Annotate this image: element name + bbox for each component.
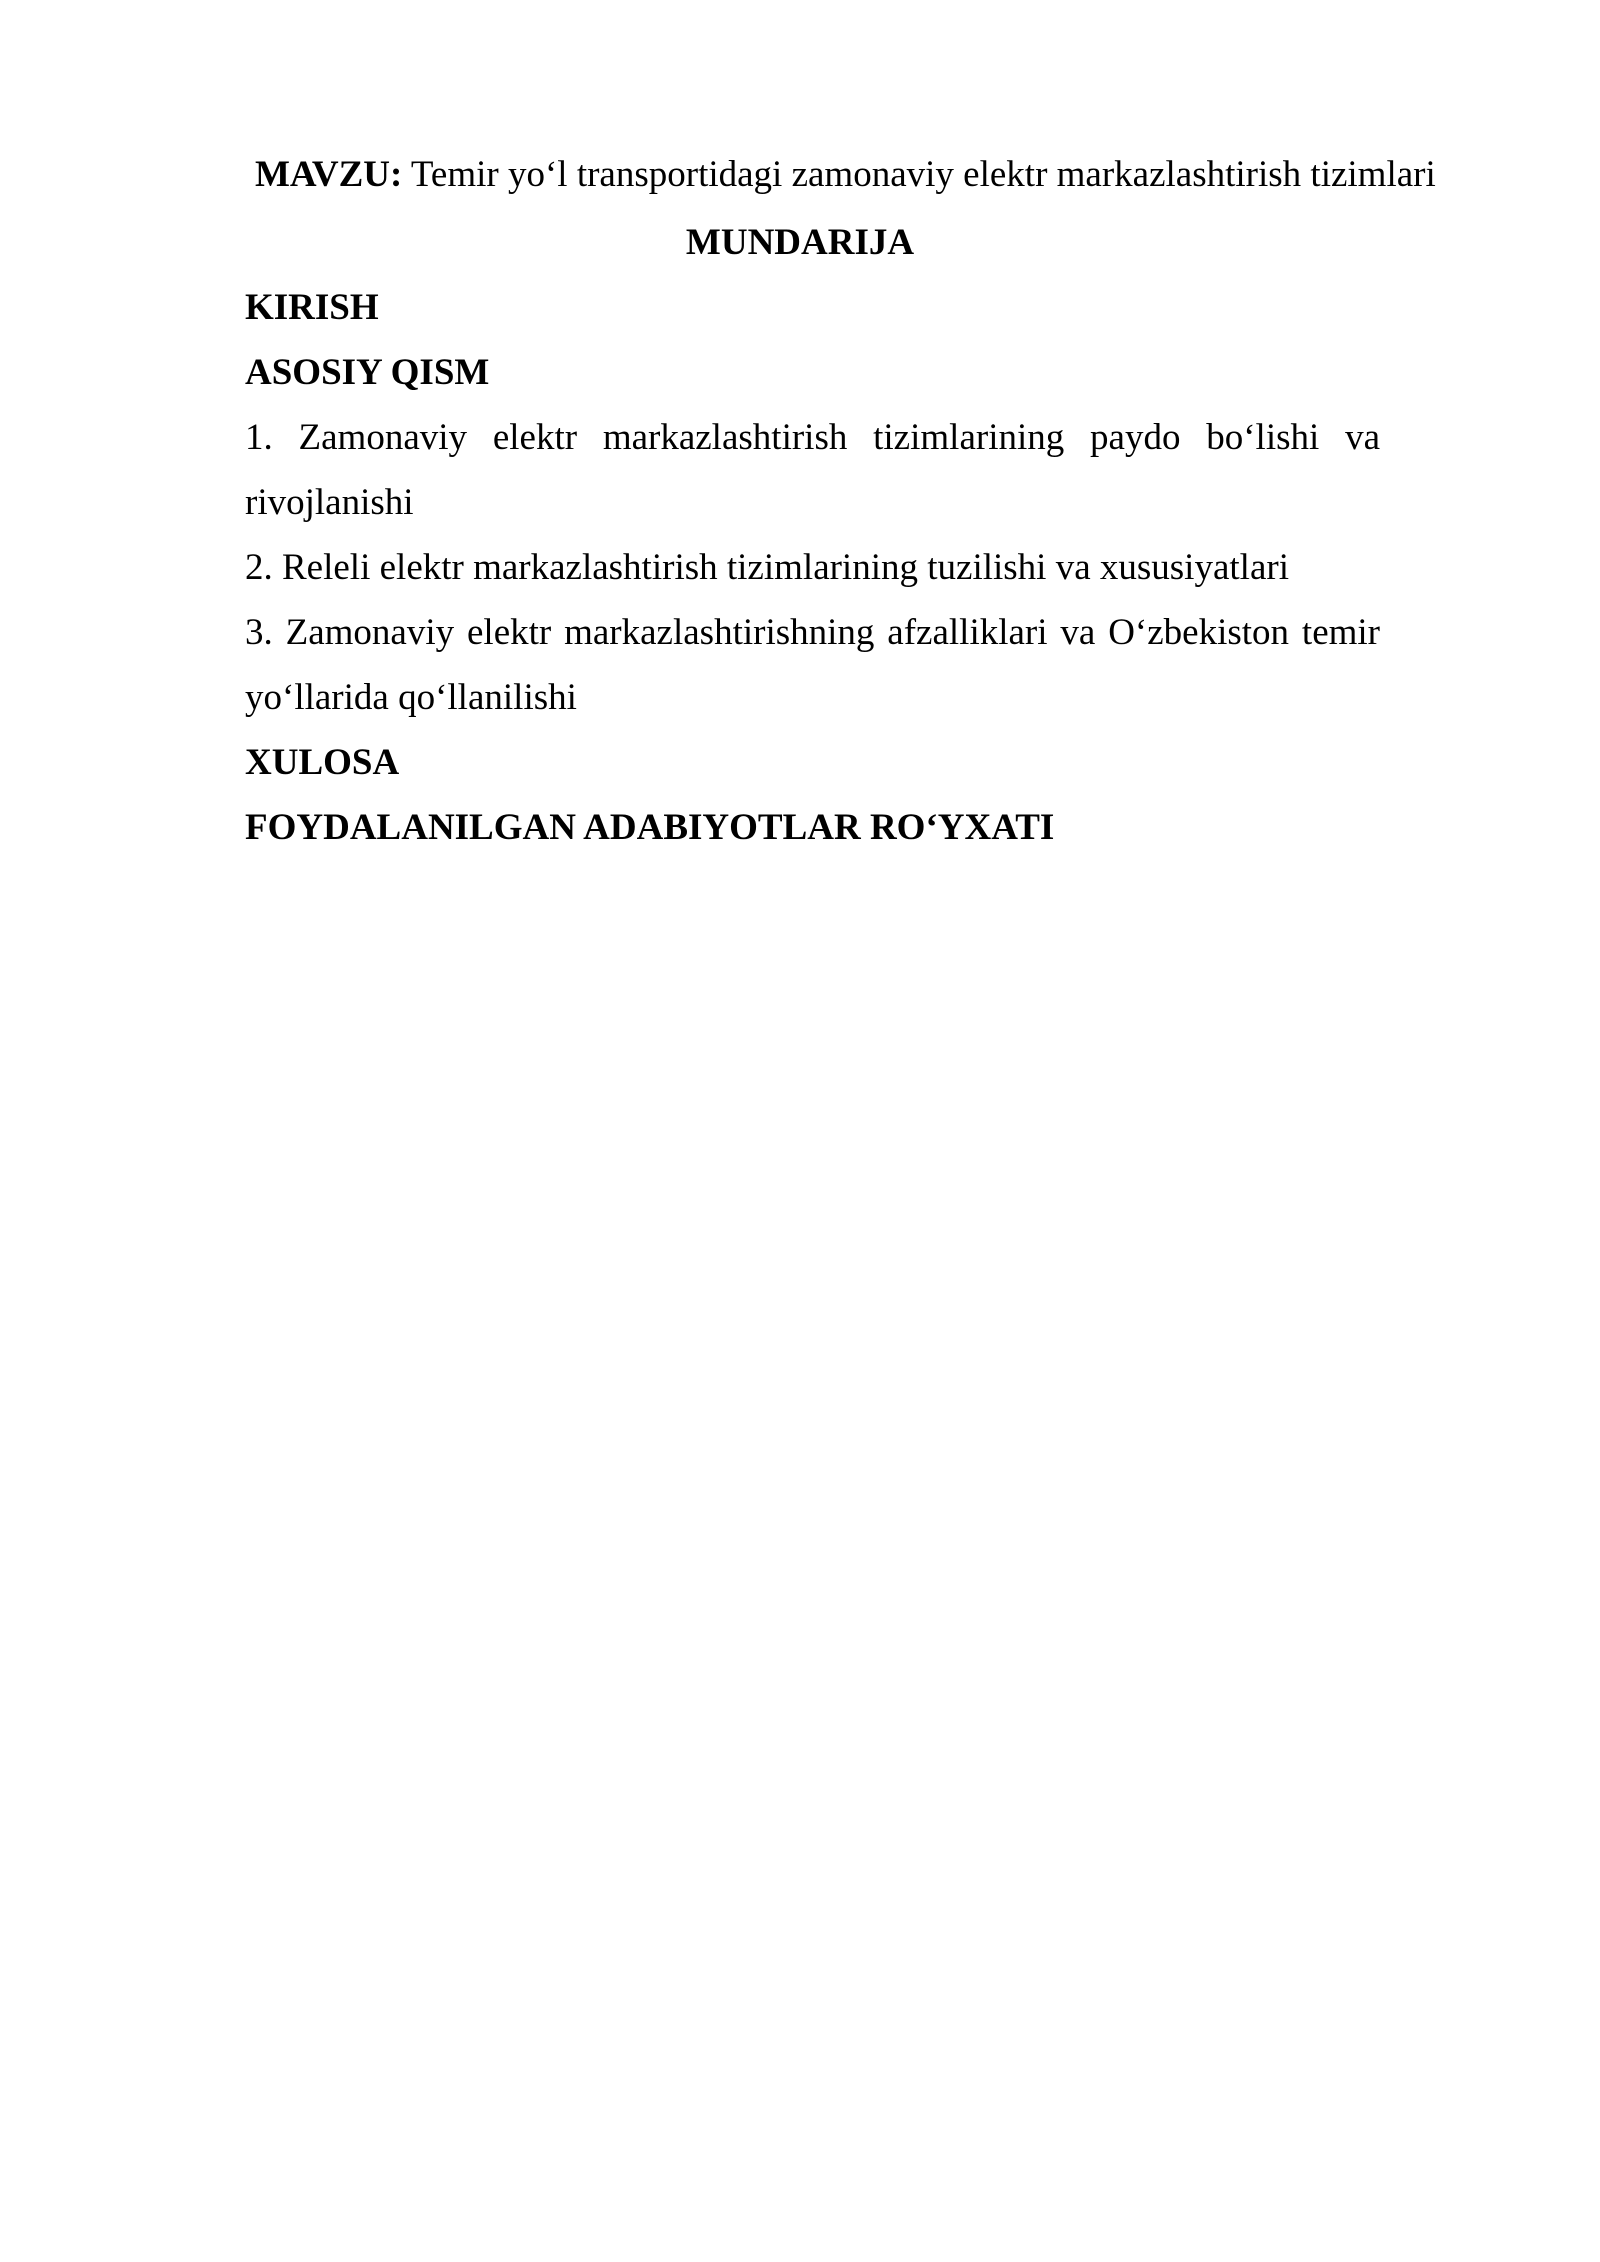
toc-title: MUNDARIJA — [685, 222, 915, 263]
topic-line — [255, 145, 1555, 205]
toc-entry-conclusion: XULOSA — [245, 742, 400, 783]
toc-entry-main-part: ASOSIY QISM — [245, 352, 490, 393]
toc-list — [245, 275, 1380, 860]
topic-label: MAVZU: — [255, 154, 403, 195]
toc-entry-section-1: 1. Zamonaviy elektr markazlashtirish tizimlarining paydo bo‘lishi va rivojlanishi — [245, 417, 1380, 523]
toc-entry-section-3: 3. Zamonaviy elektr markazlashtirishning afzalliklari va O‘zbekiston temir yo‘llarida qo‘llanilishi — [245, 612, 1380, 718]
toc-entry-intro: KIRISH — [245, 287, 379, 328]
toc-entry-section-2: 2. Releli elektr markazlashtirish tizimlarining tuzilishi va xususiyatlari — [245, 547, 1289, 588]
toc-entry-references: FOYDALANILGAN ADABIYOTLAR RO‘YXATI — [245, 807, 1055, 848]
topic-text: Temir yo‘l transportidagi zamonaviy elektr markazlashtirish tizimlari — [402, 154, 1436, 195]
